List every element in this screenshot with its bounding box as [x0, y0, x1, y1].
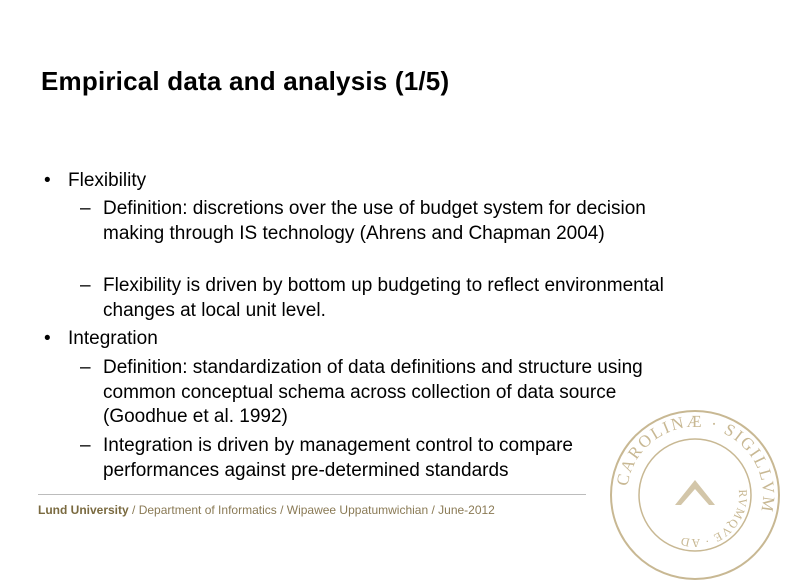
bullet-label: Flexibility — [68, 170, 147, 191]
sub-bullet-item — [80, 434, 680, 483]
dash-icon: – — [80, 275, 91, 296]
footer-divider — [38, 494, 586, 495]
sub-bullet-item — [80, 197, 680, 246]
sub-bullet-text: Definition: standardization of data definitions and structure using common conceptual schema across collection of data source (Goodhue et al. 1992) — [103, 357, 643, 427]
footer-details: / Department of Informatics / Wipawee Uppatumwichian / June-2012 — [128, 503, 495, 517]
sub-bullet-text: Flexibility is driven by bottom up budgeting to reflect environmental changes at local unit level. — [103, 275, 664, 321]
footer-org: Lund University — [38, 503, 129, 517]
university-seal-logo — [605, 405, 785, 585]
bullet-icon: • — [44, 170, 51, 191]
dash-icon: – — [80, 435, 91, 456]
sub-bullet-text: Integration is driven by management control to compare performances against pre-determined standards — [103, 435, 573, 481]
svg-text:CAROLINÆ · SIGILLVM: CAROLINÆ · SIGILLVM — [612, 411, 779, 515]
footer — [38, 503, 495, 517]
bullet-label: Integration — [68, 328, 158, 349]
sub-bullet-item — [80, 274, 680, 323]
sub-bullet-text: Definition: discretions over the use of budget system for decision making through IS technology (Ahrens and Chapman 2004) — [103, 198, 646, 244]
bullet-icon: • — [44, 328, 51, 349]
dash-icon: – — [80, 198, 91, 219]
dash-icon: – — [80, 357, 91, 378]
slide-title: Empirical data and analysis (1/5) — [41, 66, 450, 96]
sub-bullet-item — [80, 356, 680, 430]
svg-text:RVMQVE · AD: RVMQVE · AD — [678, 489, 751, 551]
